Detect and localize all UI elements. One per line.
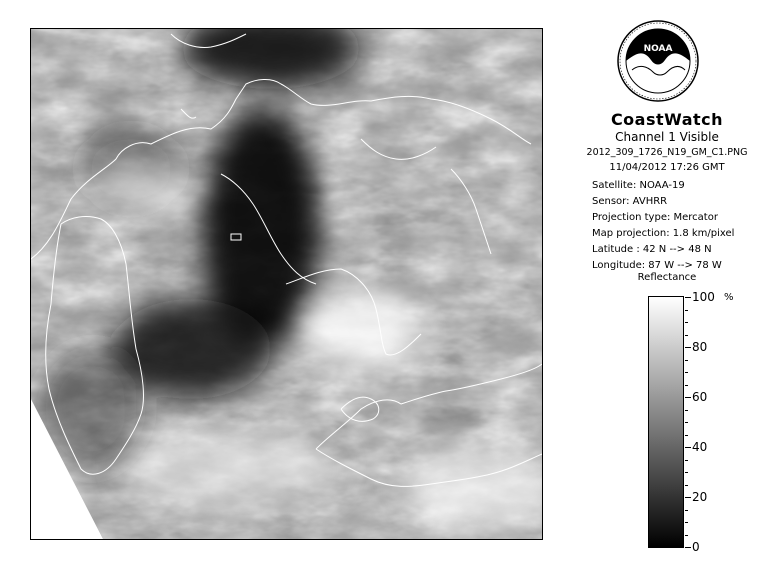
- colorbar-minor-tick: [685, 385, 688, 386]
- colorbar-tick-label: 20: [692, 490, 708, 504]
- colorbar-minor-tick: [685, 510, 688, 511]
- projection-type-label: Projection type: Mercator: [592, 212, 718, 223]
- logo-text: NOAA: [643, 44, 673, 54]
- sensor-label: Sensor: AVHRR: [592, 196, 668, 207]
- longitude-range: Longitude: 87 W --> 78 W: [592, 260, 722, 271]
- noaa-logo: [617, 20, 699, 102]
- map-projection-label: Map projection: 1.8 km/pixel: [592, 228, 735, 239]
- colorbar-minor-tick: [685, 360, 688, 361]
- colorbar-tick: [685, 397, 691, 398]
- satellite-label: Satellite: NOAA-19: [592, 180, 685, 191]
- satellite-image-svg: [31, 29, 542, 539]
- colorbar-minor-tick: [685, 460, 688, 461]
- colorbar-tick: [685, 447, 691, 448]
- colorbar-minor-tick: [685, 335, 688, 336]
- colorbar-tick-label: 100: [692, 290, 715, 304]
- colorbar-tick: [685, 347, 691, 348]
- colorbar-minor-tick: [685, 522, 688, 523]
- colorbar-minor-tick: [685, 310, 688, 311]
- colorbar-minor-tick: [685, 435, 688, 436]
- colorbar-minor-tick: [685, 410, 688, 411]
- colorbar-tick: [685, 497, 691, 498]
- satellite-image: [30, 28, 543, 540]
- colorbar-tick-label: 80: [692, 340, 708, 354]
- product-title: CoastWatch: [610, 110, 724, 129]
- colorbar-tick-label: 40: [692, 440, 708, 454]
- legend-title: Reflectance: [637, 272, 697, 283]
- acquisition-datetime: 11/04/2012 17:26 GMT: [609, 162, 725, 173]
- file-name: 2012_309_1726_N19_GM_C1.PNG: [586, 147, 748, 158]
- colorbar-tick-label: 0: [692, 540, 700, 554]
- channel-label: Channel 1 Visible: [615, 130, 719, 144]
- colorbar-minor-tick: [685, 322, 688, 323]
- colorbar-minor-tick: [685, 422, 688, 423]
- colorbar-minor-tick: [685, 485, 688, 486]
- reflectance-colorbar: [648, 296, 684, 548]
- colorbar-tick: [685, 547, 691, 548]
- latitude-range: Latitude : 42 N --> 48 N: [592, 244, 712, 255]
- colorbar-minor-tick: [685, 372, 688, 373]
- colorbar-minor-tick: [685, 535, 688, 536]
- legend-unit: %: [724, 292, 734, 303]
- colorbar-tick: [685, 297, 691, 298]
- colorbar-minor-tick: [685, 472, 688, 473]
- colorbar-tick-label: 60: [692, 390, 708, 404]
